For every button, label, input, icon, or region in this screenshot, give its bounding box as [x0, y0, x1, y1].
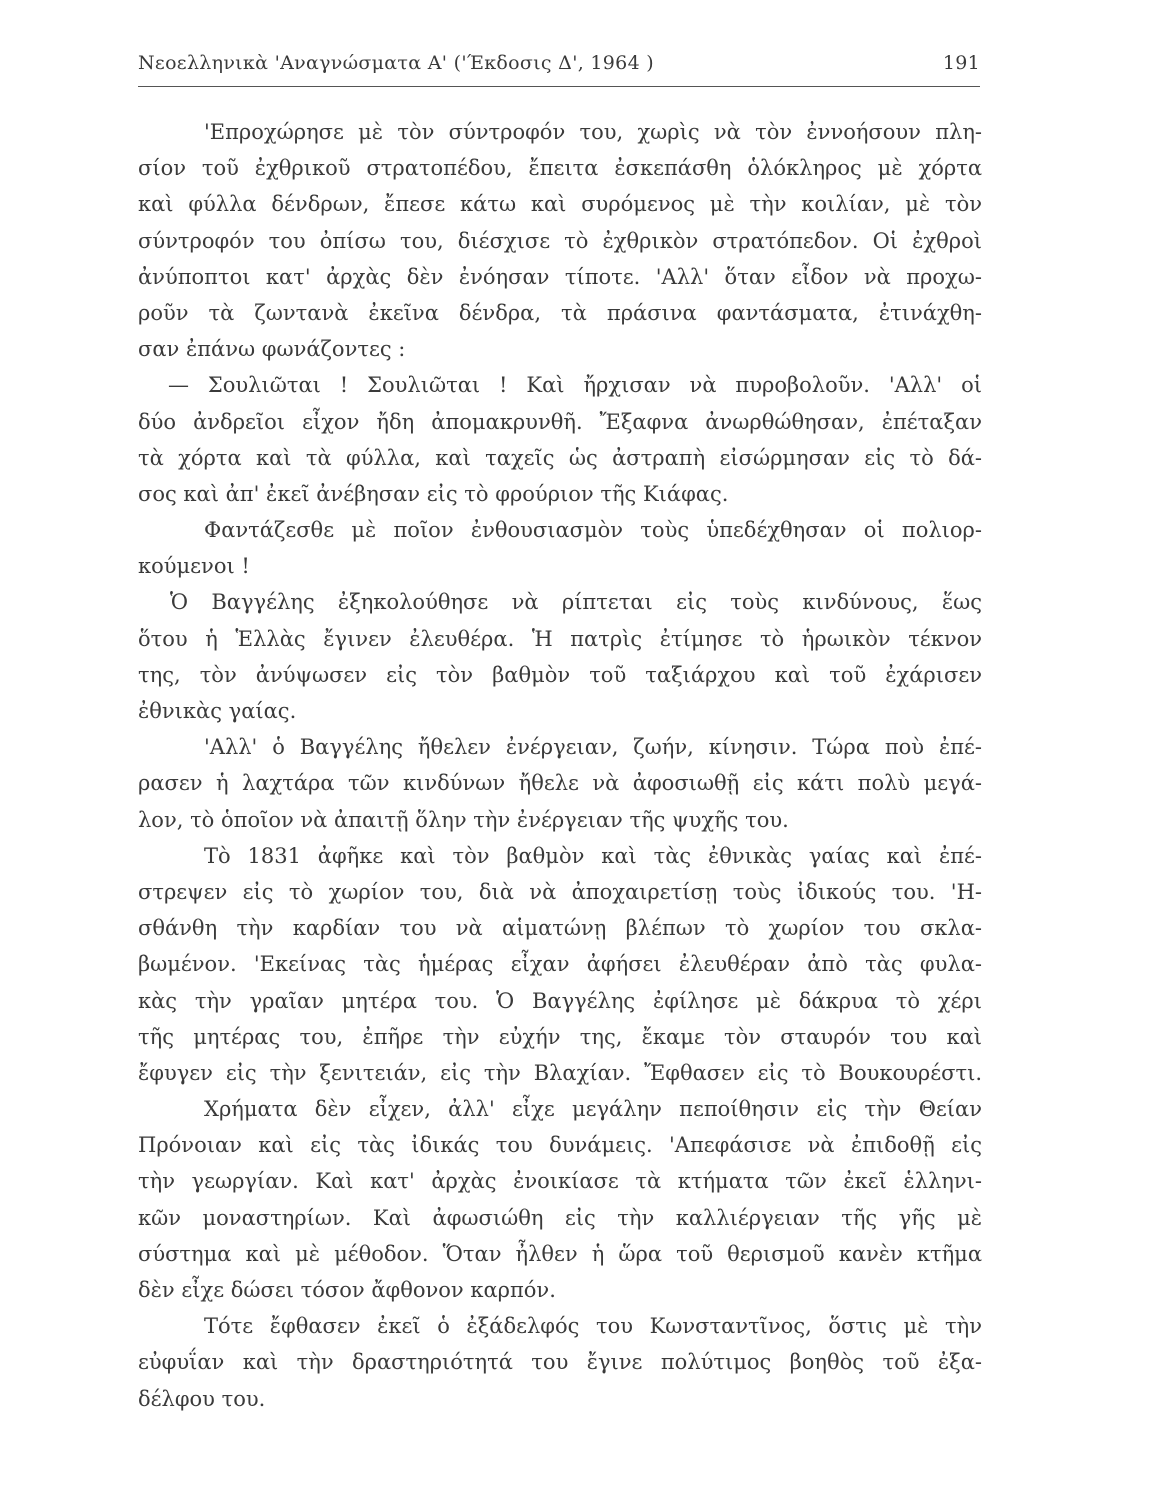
text-line: ἔφυγεν εἰς τὴν ξενιτειάν, εἰς τὴν Βλαχίαν. Ἔφθασεν εἰς τὸ Βουκουρέστι. — [138, 1060, 982, 1085]
text-line: σίον τοῦ ἐχθρικοῦ στρατοπέδου, ἔπειτα ἐσκεπάσθη ὁλόκληρος μὲ χόρτα — [138, 156, 982, 181]
text-line: ρασεν ἡ λαχτάρα τῶν κινδύνων ἤθελε νὰ ἀφοσιωθῇ εἰς κάτι πολὺ μεγά- — [138, 771, 982, 796]
text-line: Πρόνοιαν καὶ εἰς τὰς ἰδικάς του δυνάμεις. 'Απεφάσισε νὰ ἐπιδοθῇ εἰς — [138, 1133, 982, 1158]
running-title: Νεοελληνικὰ 'Αναγνώσματα Α' ('Έκδοσις Δ', 1964 ) — [138, 52, 655, 74]
text-line: σύντροφόν του ὀπίσω του, διέσχισε τὸ ἐχθρικὸν στρατόπεδον. Οἱ ἐχθροὶ — [138, 228, 982, 253]
text-line: δὲν εἶχε δώσει τόσον ἄφθονον καρπόν. — [138, 1278, 556, 1302]
text-line: σος καὶ ἀπ' ἐκεῖ ἀνέβησαν εἰς τὸ φρούριον τῆς Κιάφας. — [138, 481, 729, 506]
text-line: δέλφου του. — [138, 1386, 266, 1411]
text-line: Τότε ἔφθασεν ἐκεῖ ὁ ἐξάδελφός του Κωνσταντῖνος, ὅστις μὲ τὴν — [204, 1314, 982, 1339]
text-line: σθάνθη τὴν καρδίαν του νὰ αἱματώνῃ βλέπων τὸ χωρίον του σκλα- — [138, 916, 982, 941]
text-line: ἀνύποπτοι κατ' ἀρχὰς δὲν ἐνόησαν τίποτε. 'Αλλ' ὅταν εἶδον νὰ προχω- — [138, 264, 982, 289]
text-line: Φαντάζεσθε μὲ ποῖον ἐνθουσιασμὸν τοὺς ὑπεδέχθησαν οἱ πολιορ- — [204, 518, 982, 543]
text-line: Ὁ Βαγγέλης ἐξηκολούθησε νὰ ρίπτεται εἰς τοὺς κινδύνους, ἕως — [170, 590, 982, 615]
text-line: λον, τὸ ὁποῖον νὰ ἀπαιτῇ ὅλην τὴν ἐνέργειαν τῆς ψυχῆς του. — [138, 807, 789, 832]
text-line: κῶν μοναστηρίων. Καὶ ἀφωσιώθη εἰς τὴν καλλιέργειαν τῆς γῆς μὲ — [138, 1205, 982, 1230]
text-line: κούμενοι ! — [138, 554, 250, 579]
text-line: ὅτου ἡ Ἑλλὰς ἔγινεν ἐλευθέρα. Ἡ πατρὶς ἐτίμησε τὸ ἡρωικὸν τέκνον — [138, 626, 982, 651]
text-line: 'Αλλ' ὁ Βαγγέλης ἤθελεν ἐνέργειαν, ζωήν, κίνησιν. Τώρα ποὺ ἐπέ- — [204, 735, 982, 760]
text-line: ροῦν τὰ ζωντανὰ ἐκεῖνα δένδρα, τὰ πράσινα φαντάσματα, ἐτινάχθη- — [138, 300, 982, 325]
text-line: στρεψεν εἰς τὸ χωρίον του, διὰ νὰ ἀποχαιρετίσῃ τοὺς ἰδικούς του. 'Η- — [138, 879, 982, 904]
text-line: εὐφυΐαν καὶ τὴν δραστηριότητά του ἔγινε πολύτιμος βοηθὸς τοῦ ἐξα- — [138, 1350, 982, 1375]
text-line: δύο ἀνδρεῖοι εἶχον ἤδη ἀπομακρυνθῆ. Ἔξαφνα ἀνωρθώθησαν, ἐπέταξαν — [138, 409, 982, 434]
page-number: 191 — [942, 52, 980, 74]
text-line: της, τὸν ἀνύψωσεν εἰς τὸν βαθμὸν τοῦ ταξιάρχου καὶ τοῦ ἐχάρισεν — [138, 662, 982, 687]
page-header — [138, 48, 980, 82]
text-line: σύστημα καὶ μὲ μέθοδον. Ὅταν ἦλθεν ἡ ὥρα τοῦ θερισμοῦ κανὲν κτῆμα — [138, 1241, 982, 1266]
text-line: 'Επροχώρησε μὲ τὸν σύντροφόν του, χωρὶς νὰ τὸν ἐννοήσουν πλη- — [204, 120, 982, 144]
text-line: σαν ἐπάνω φωνάζοντες : — [138, 337, 406, 362]
text-line: Χρήματα δὲν εἶχεν, ἀλλ' εἶχε μεγάλην πεποίθησιν εἰς τὴν Θείαν — [204, 1097, 982, 1122]
header-rule — [138, 86, 980, 87]
text-line: τὴν γεωργίαν. Καὶ κατ' ἀρχὰς ἐνοικίασε τὰ κτήματα τῶν ἐκεῖ ἑλληνι- — [138, 1169, 982, 1194]
text-line: τὰ χόρτα καὶ τὰ φύλλα, καὶ ταχεῖς ὡς ἀστραπὴ εἰσώρμησαν εἰς τὸ δά- — [138, 445, 982, 470]
text-line: κὰς τὴν γραῖαν μητέρα του. Ὁ Βαγγέλης ἐφίλησε μὲ δάκρυα τὸ χέρι — [138, 988, 982, 1013]
text-line: καὶ φύλλα δένδρων, ἔπεσε κάτω καὶ συρόμενος μὲ τὴν κοιλίαν, μὲ τὸν — [138, 192, 982, 217]
text-line: ἐθνικὰς γαίας. — [138, 699, 297, 723]
text-line: τῆς μητέρας του, ἐπῆρε τὴν εὐχήν της, ἔκαμε τὸν σταυρόν του καὶ — [138, 1024, 982, 1049]
text-line: — Σουλιῶται ! Σουλιῶται ! Καὶ ἤρχισαν νὰ πυροβολοῦν. 'Αλλ' οἱ — [168, 373, 982, 398]
body-text — [138, 114, 982, 1417]
text-line: Τὸ 1831 ἀφῆκε καὶ τὸν βαθμὸν καὶ τὰς ἐθνικὰς γαίας καὶ ἐπέ- — [204, 843, 982, 868]
text-line: βωμένον. 'Εκείνας τὰς ἡμέρας εἶχαν ἀφήσει ἐλευθέραν ἀπὸ τὰς φυλα- — [138, 952, 982, 977]
